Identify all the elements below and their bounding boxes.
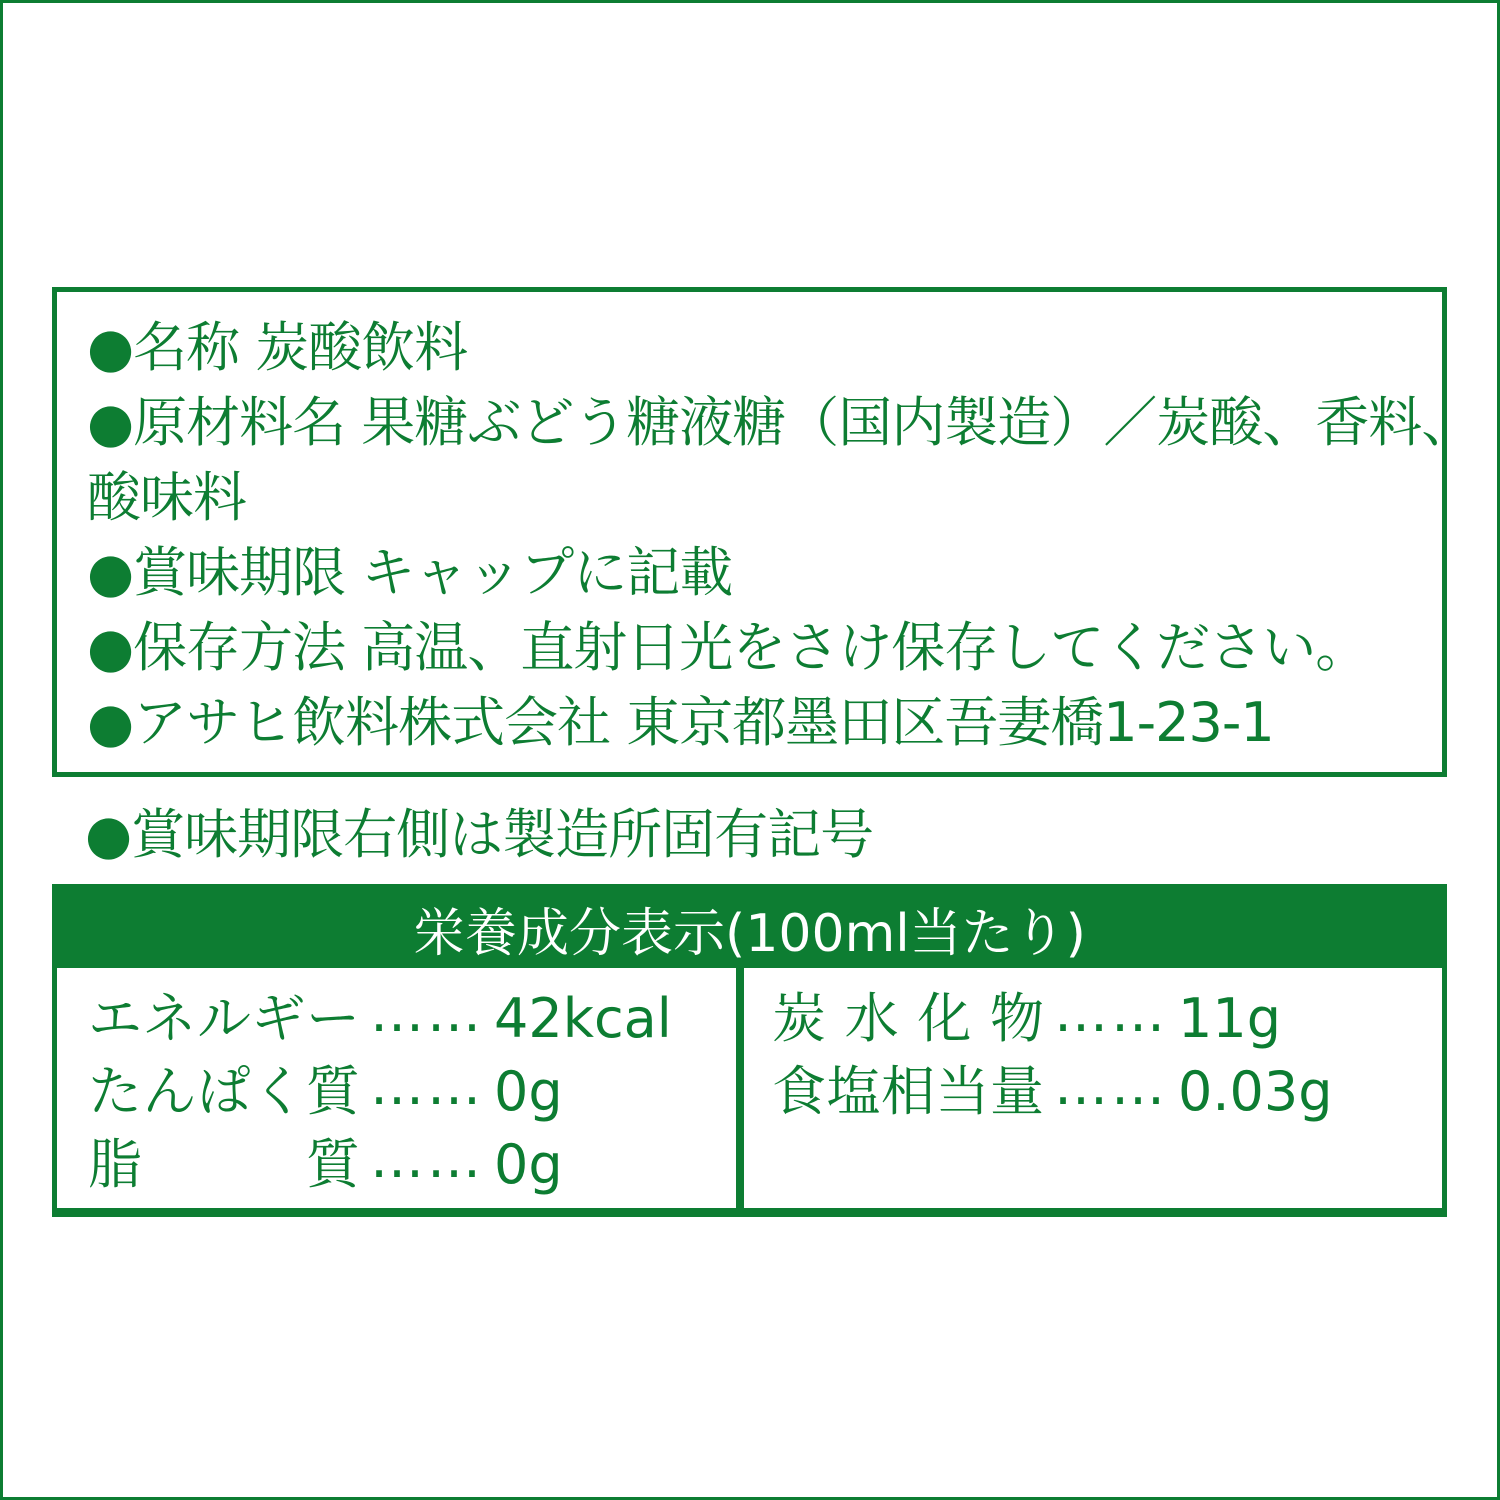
nutrient-row-protein [88, 1055, 736, 1128]
info-line-text: アサヒ飲料株式会社 東京都墨田区吾妻橋1-23-1 [133, 691, 1274, 754]
nutrient-row-energy [88, 982, 736, 1055]
nutrient-label: 食塩相当量 [772, 1060, 1044, 1123]
bullet-icon: ● [87, 391, 134, 454]
bullet-icon: ● [87, 541, 134, 604]
bullet-icon: ● [87, 616, 134, 679]
bullet-icon: ● [85, 803, 132, 866]
product-info-box [52, 287, 1475, 777]
nutrient-value: 42kcal [494, 987, 672, 1050]
info-line-text: 原材料名 果糖ぶどう糖液糖（国内製造）／炭酸、香料、 [133, 391, 1475, 454]
nutrient-label: 炭水化物 [772, 987, 1044, 1050]
bullet-icon: ● [87, 316, 134, 379]
nutrient-value: 0.03g [1178, 1060, 1333, 1123]
info-line-text: 酸味料 [87, 466, 246, 529]
nutrient-row-fat [88, 1128, 736, 1201]
leader-dots: …… [370, 1126, 484, 1190]
factory-code-note [85, 802, 873, 868]
info-line-best-before [87, 535, 1434, 610]
nutrient-value: 0g [494, 1133, 563, 1196]
nutrition-header [57, 889, 1442, 968]
nutrient-value: 11g [1178, 987, 1281, 1050]
nutrition-left-cell [57, 968, 744, 1208]
leader-dots: …… [370, 980, 484, 1044]
nutrient-row-carbohydrate [772, 982, 1442, 1055]
note-text: 賞味期限右側は製造所固有記号 [131, 803, 874, 866]
nutrition-table [52, 884, 1447, 1217]
leader-dots: …… [370, 1053, 484, 1117]
info-line-manufacturer [87, 685, 1434, 760]
nutrient-label: エネルギー [88, 987, 360, 1050]
info-line-ingredients [87, 385, 1475, 460]
leader-dots: …… [1054, 980, 1168, 1044]
nutrient-label: たんぱく質 [88, 1060, 360, 1123]
bullet-icon: ● [87, 691, 134, 754]
info-line-storage [87, 610, 1434, 685]
info-line-text: 賞味期限 キャップに記載 [133, 541, 733, 604]
info-line-text: 名称 炭酸飲料 [133, 316, 468, 379]
nutrition-right-cell [744, 968, 1442, 1208]
info-line-ingredients-cont [87, 460, 1434, 535]
info-line-name [87, 310, 1434, 385]
nutrient-value: 0g [494, 1060, 563, 1123]
nutrient-row-salt [772, 1055, 1442, 1128]
nutrient-label: 脂質 [88, 1133, 360, 1196]
leader-dots: …… [1054, 1053, 1168, 1117]
nutrition-body [57, 968, 1442, 1208]
nutrition-title: 栄養成分表示(100ml当たり) [413, 904, 1086, 964]
info-line-text: 保存方法 高温、直射日光をさけ保存してください。 [133, 616, 1369, 679]
